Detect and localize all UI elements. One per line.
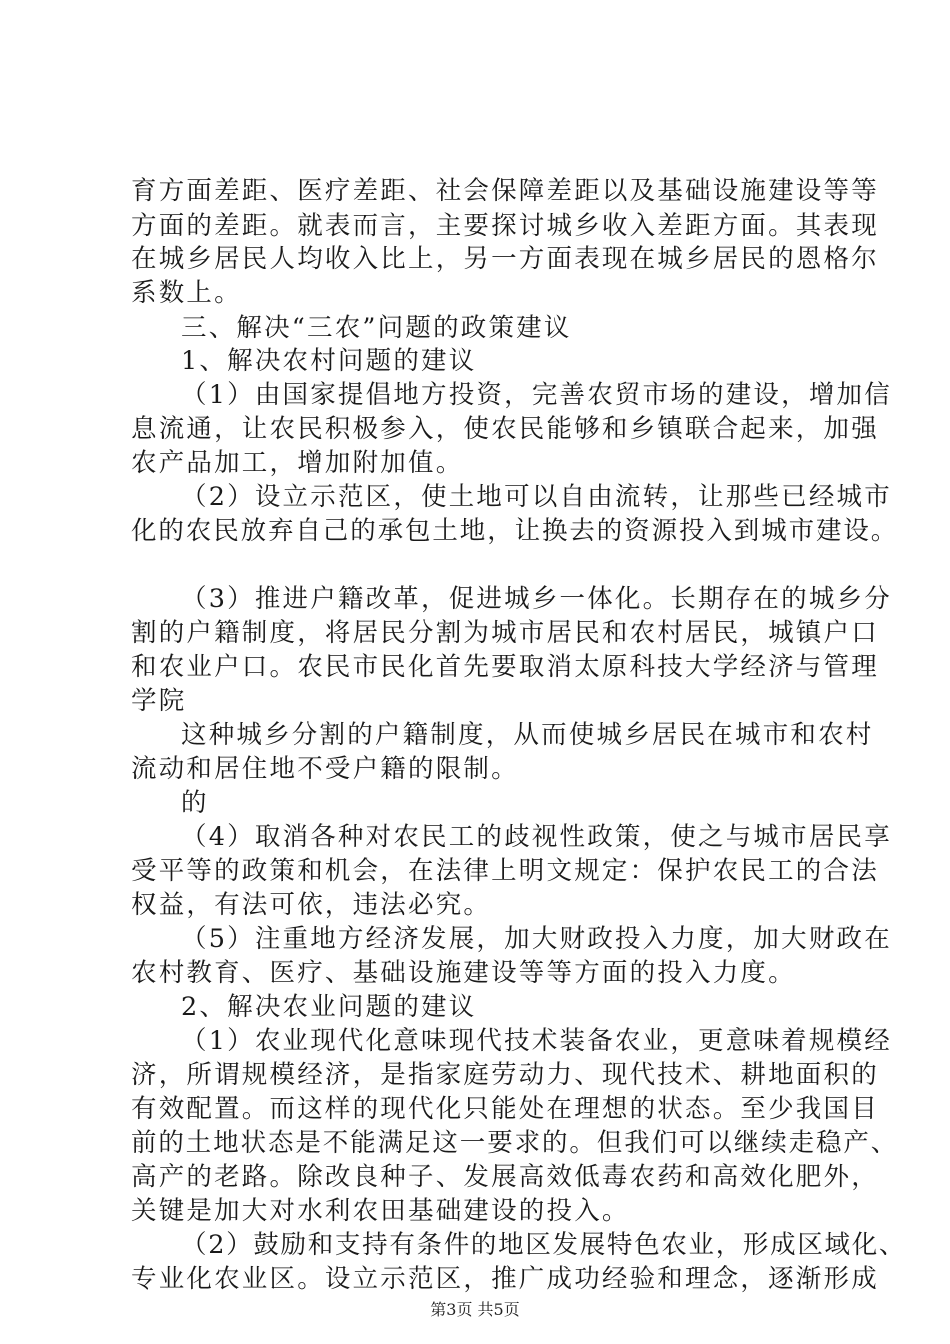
page-number-footer: 第3页 共5页 [430,1300,520,1319]
body-text-line: 割的户籍制度，将居民分割为城市居民和农村居民，城镇户口 [131,618,879,648]
body-text-line: 有效配置。而这样的现代化只能处在理想的状态。至少我国目 [131,1094,879,1124]
body-text-line: （3）推进户籍改革，促进城乡一体化。长期存在的城乡分 [181,584,892,614]
body-text-line: 关键是加大对水利农田基础建设的投入。 [131,1196,630,1226]
body-text-line: 高产的老路。除改良种子、发展高效低毒农药和高效化肥外， [131,1162,879,1192]
body-text-line: 权益，有法可依，违法必究。 [131,890,492,920]
body-text-line: （2）设立示范区，使土地可以自由流转，让那些已经城市 [181,482,892,512]
body-text-line: 这种城乡分割的户籍制度，从而使城乡居民在城市和农村 [181,720,874,750]
body-text-line: 育方面差距、医疗差距、社会保障差距以及基础设施建设等等 [131,176,879,206]
body-text-line: 在城乡居民人均收入比上，另一方面表现在城乡居民的恩格尔 [131,244,879,274]
body-text-line: （5）注重地方经济发展，加大财政投入力度，加大财政在 [181,924,892,954]
body-text-line: 济，所谓规模经济，是指家庭劳动力、现代技术、耕地面积的 [131,1060,879,1090]
body-text-line: 系数上。 [131,278,242,308]
body-text-line: 前的土地状态是不能满足这一要求的。但我们可以继续走稳产、 [131,1128,899,1158]
body-text-line: （2）鼓励和支持有条件的地区发展特色农业，形成区域化、 [181,1230,907,1260]
body-text-line: （4）取消各种对农民工的歧视性政策，使之与城市居民享 [181,822,892,852]
body-text-line: 农村教育、医疗、基础设施建设等等方面的投入力度。 [131,958,796,988]
body-text-line: 学院 [131,686,187,716]
body-text-line: 化的农民放弃自己的承包土地，让换去的资源投入到城市建设。 [131,516,899,546]
body-text-line: 农产品加工，增加附加值。 [131,448,464,478]
body-text-line: 息流通，让农民积极参入，使农民能够和乡镇联合起来，加强 [131,414,879,444]
body-text-line: 受平等的政策和机会，在法律上明文规定：保护农民工的合法 [131,856,879,886]
body-text-line: 方面的差距。就表而言，主要探讨城乡收入差距方面。其表现 [131,211,879,241]
body-text-line: （1）由国家提倡地方投资，完善农贸市场的建设，增加信 [181,380,892,410]
subsection-heading: 1、解决农村问题的建议 [181,346,477,376]
body-text-line: 的 [181,788,209,818]
body-text-line: 专业化农业区。设立示范区，推广成功经验和理念，逐渐形成 [131,1264,879,1294]
body-text-line: （1）农业现代化意味现代技术装备农业，更意味着规模经 [181,1026,892,1056]
subsection-heading: 2、解决农业问题的建议 [181,992,477,1022]
section-heading: 三、解决“三农”问题的政策建议 [181,313,572,343]
body-text-line: 和农业户口。农民市民化首先要取消太原科技大学经济与管理 [131,652,879,682]
body-text-line: 流动和居住地不受户籍的限制。 [131,754,519,784]
